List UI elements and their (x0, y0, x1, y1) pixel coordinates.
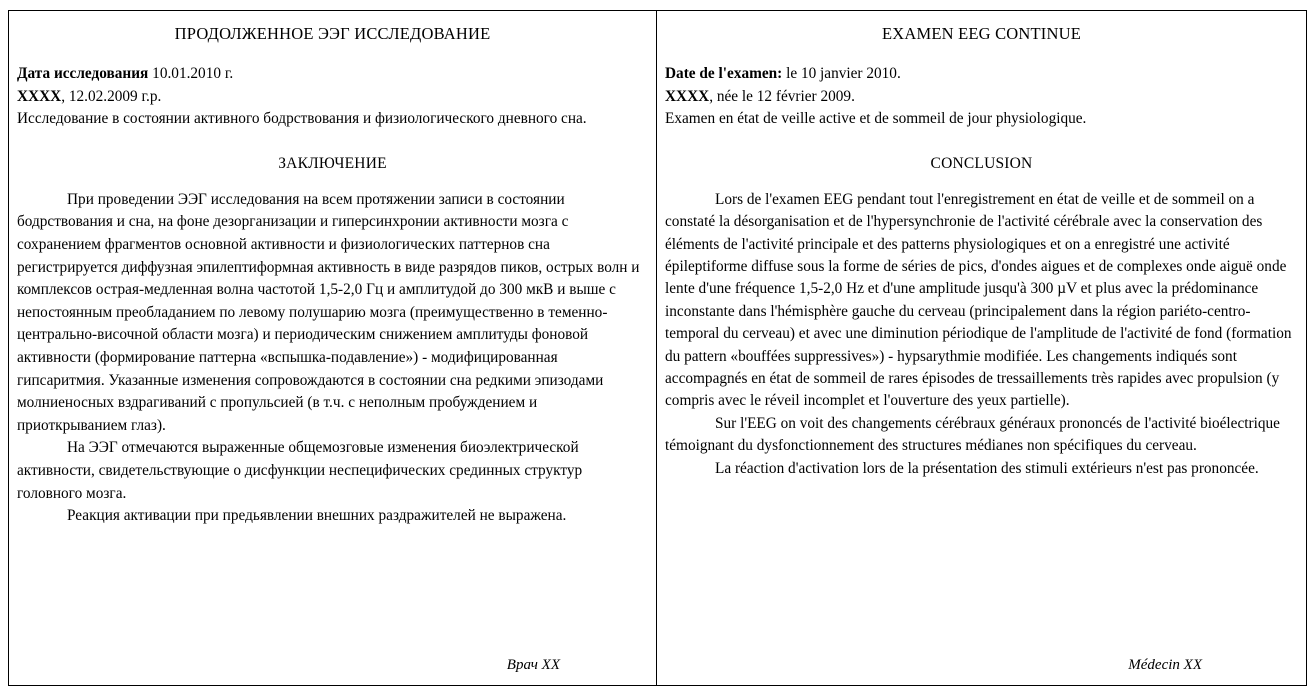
exam-date-label: Дата исследования (17, 65, 149, 82)
patient-name: XXXX (665, 87, 710, 105)
exam-state-line: Examen en état de veille active et de sommeil de jour physiologique. (665, 110, 1087, 128)
body-text-french (665, 189, 1298, 480)
patient-birthdate: , 12.02.2009 г.р. (61, 87, 162, 105)
exam-date-value: le 10 janvier 2010. (782, 65, 901, 82)
patient-birthdate: , née le 12 février 2009. (709, 87, 855, 105)
bilingual-report-table (8, 10, 1307, 686)
patient-line (17, 86, 648, 109)
paragraph: Реакция активации при предьявлении внешних раздражителей не выражена. (67, 507, 567, 525)
signature-russian: Врач XX (506, 657, 560, 673)
section-heading-conclusion-french: CONCLUSION (930, 154, 1033, 172)
exam-date-label: Date de l'examen: (665, 65, 783, 82)
report-column-french (657, 11, 1306, 685)
paragraph: При проведении ЭЭГ исследования на всем протяжении записи в состоянии бодрствования и сна, на фоне дезорганизации и гиперсинхронии активности мозга с сохранением фрагментов основной активности и физиологических паттернов сна регистрируется диффузная эпилептиформная активность в виде разрядов пиков, острых волн и комплексов острая-медленная волна частотой 1,5-2,0 Гц и амплитудой до 300 мкВ и выше с непостоянным преобладанием по левому полушарию мозга (преимущественно в теменно-центрально-височной области мозга) и периодическим снижением амплитуды фоновой активности (формирование паттерна «вспышка-подавление») - модифицированная гипсаритмия. Указанные изменения сопровождаются в состоянии сна редкими эпизодами молниеносных вздрагиваний с пропульсией (в т.ч. с неполным пробуждением и приоткрыванием глаз). (17, 190, 640, 434)
patient-name: XXXX (17, 87, 62, 105)
page-title-russian: ПРОДОЛЖЕННОЕ ЭЭГ ИССЛЕДОВАНИЕ (174, 24, 491, 43)
exam-date-value: 10.01.2010 г. (148, 65, 234, 82)
patient-line (665, 86, 1298, 109)
paragraph: La réaction d'activation lors de la présentation des stimuli extérieurs n'est pas prononcée. (715, 459, 1259, 477)
report-column-russian (9, 11, 657, 685)
paragraph: Lors de l'examen EEG pendant tout l'enregistrement en état de veille et de sommeil on a constaté la désorganisation et de l'hypersynchronie de l'activité cérébrale avec la conservation des éléments de l'activité principale et des patterns physiologiques et on a enregistré une activité épileptiforme diffuse sous la forme de séries de pics, d'ondes aigues et de complexes onde aiguë onde lente d'une fréquence 1,5-2,0 Hz et d'une amplitude jusqu'à 300 µV et plus avec la prédominance inconstante dans l'hémisphère gauche du cerveau (principalement dans la région pariéto-centro-temporal du cerveau) et avec une diminution périodique de l'amplitude de l'activité de fond (formation du pattern «bouffées suppressives») - hypsarythmie modifiée. Les changements indiqués sont accompagnés en état de sommeil de rares épisodes de tressaillements très rapides avec propulsion (y compris avec le réveil incomplet et l'ouverture des yeux partielle). (665, 190, 1292, 410)
page-title-french: EXAMEN EEG CONTINUE (881, 24, 1082, 43)
signature-french: Médecin XX (1128, 657, 1202, 673)
paragraph: Sur l'EEG on voit des changements cérébraux généraux prononcés de l'activité bioélectrique témoignant du dysfonctionnement des structures médianes non spécifiques du cerveau. (665, 414, 1280, 455)
meta-block-french (665, 63, 1298, 131)
exam-date-line (665, 63, 1298, 86)
body-text-russian (17, 189, 648, 528)
section-heading-conclusion-russian: ЗАКЛЮЧЕНИЕ (278, 154, 387, 172)
paragraph: На ЭЭГ отмечаются выраженные общемозговые изменения биоэлектрической активности, свидетельствующие о дисфункции неспецифических срединных структур головного мозга. (17, 439, 583, 502)
exam-date-line (17, 63, 648, 86)
meta-block-russian (17, 63, 648, 131)
exam-state-line: Исследование в состоянии активного бодрствования и физиологического дневного сна. (17, 110, 587, 128)
